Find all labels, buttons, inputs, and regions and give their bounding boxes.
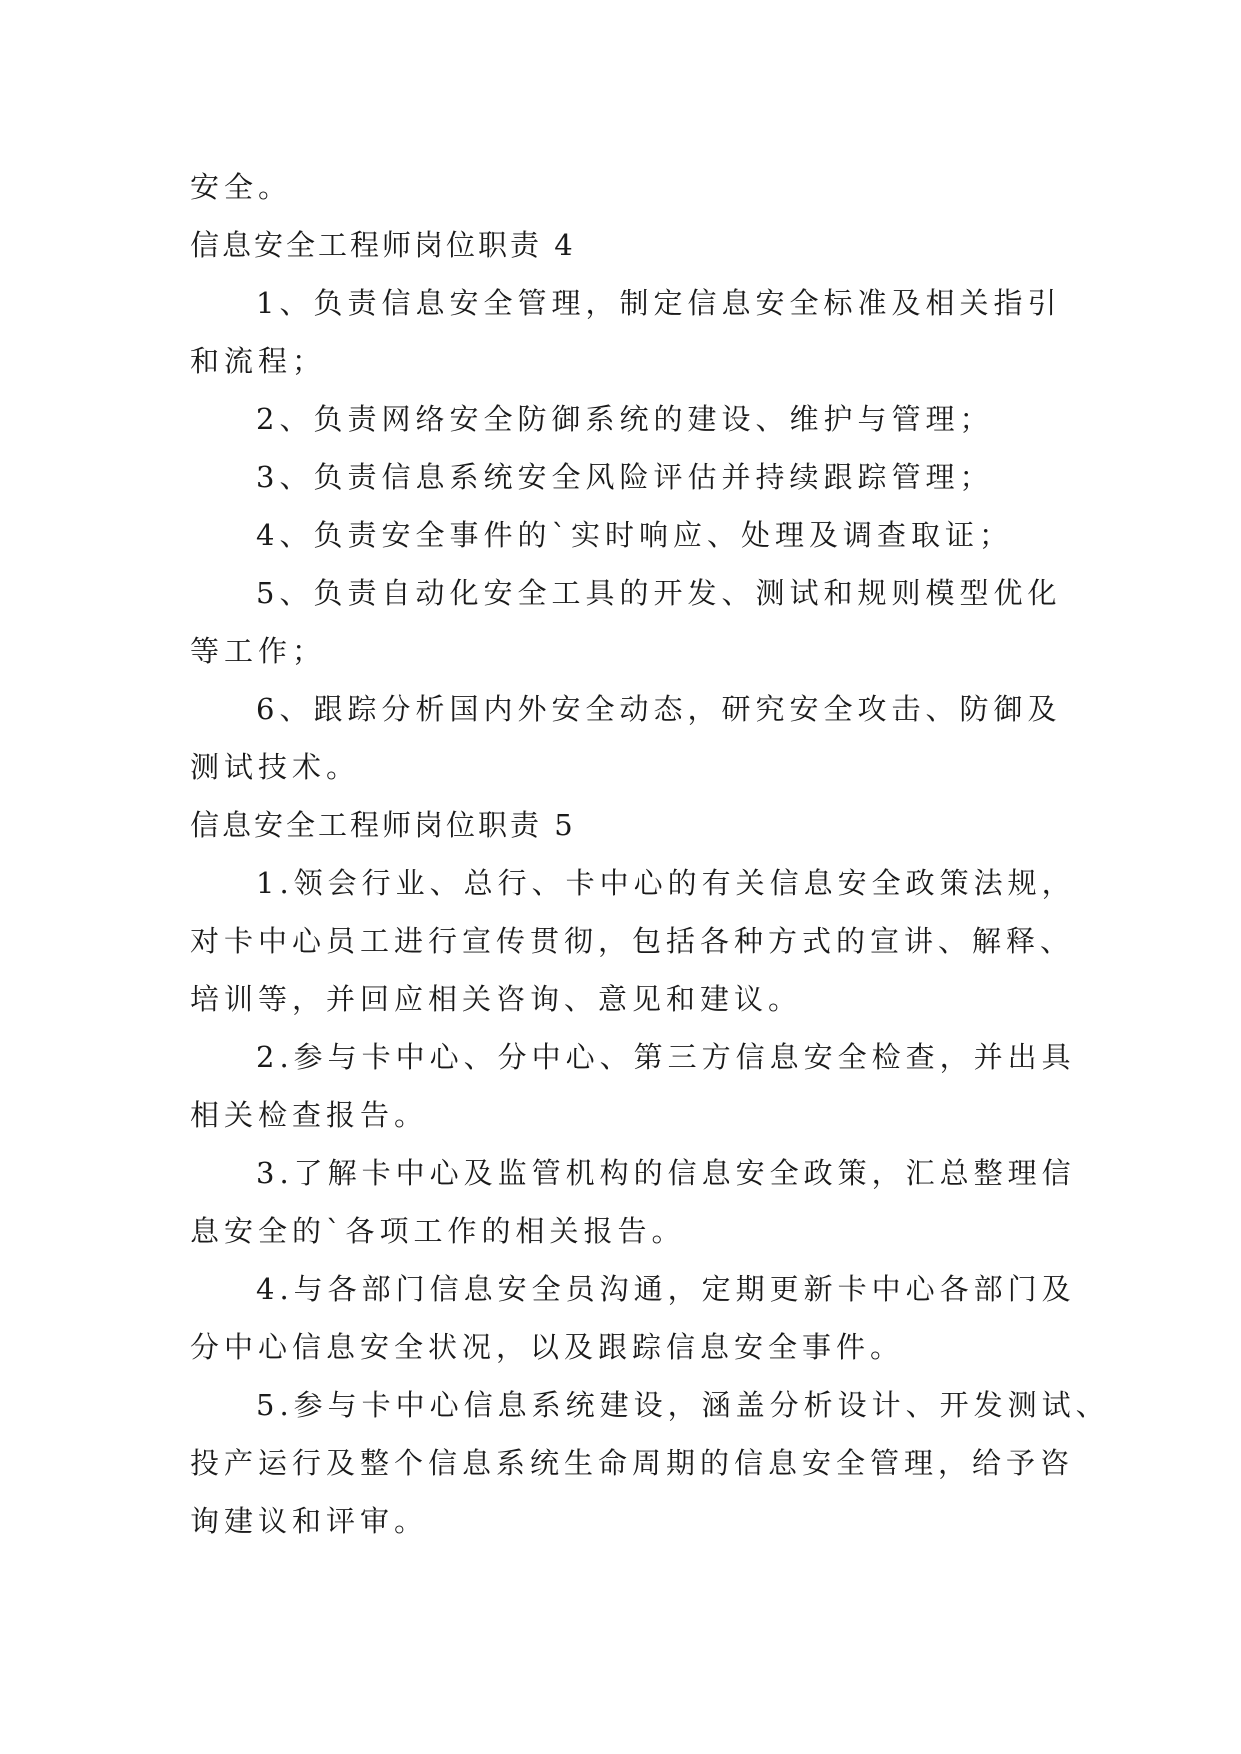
list-item-continuation: 培训等，并回应相关咨询、意见和建议。	[190, 982, 803, 1016]
list-item-continuation: 分中心信息安全状况，以及跟踪信息安全事件。	[190, 1330, 905, 1364]
section-heading: 信息安全工程师岗位职责 4	[190, 228, 576, 262]
document-body	[190, 158, 1110, 1550]
list-item-line: 5.参与卡中心信息系统建设，涵盖分析设计、开发测试、	[256, 1388, 1110, 1422]
list-item-line: 1.领会行业、总行、卡中心的有关信息安全政策法规，	[256, 866, 1076, 900]
list-item-continuation: 对卡中心员工进行宣传贯彻，包括各种方式的宣讲、解释、	[190, 924, 1075, 958]
list-item-line: 4、负责安全事件的`实时响应、处理及调查取证；	[256, 518, 1013, 552]
list-item-line: 4.与各部门信息安全员沟通，定期更新卡中心各部门及	[256, 1272, 1076, 1306]
list-item-line: 6、跟踪分析国内外安全动态，研究安全攻击、防御及	[256, 692, 1062, 726]
list-item-line: 5、负责自动化安全工具的开发、测试和规则模型优化	[256, 576, 1062, 610]
list-item-line: 3、负责信息系统安全风险评估并持续跟踪管理；	[256, 460, 994, 494]
list-item-line: 3.了解卡中心及监管机构的信息安全政策，汇总整理信	[256, 1156, 1076, 1190]
list-item-continuation: 等工作；	[190, 634, 327, 668]
list-item-line: 2、负责网络安全防御系统的建设、维护与管理；	[256, 402, 994, 436]
list-item-continuation: 测试技术。	[190, 750, 361, 784]
paragraph-line: 安全。	[190, 170, 293, 204]
section-heading: 信息安全工程师岗位职责 5	[190, 808, 576, 842]
list-item-continuation: 询建议和评审。	[190, 1504, 429, 1538]
list-item-continuation: 相关检查报告。	[190, 1098, 429, 1132]
list-item-continuation: 息安全的`各项工作的相关报告。	[190, 1214, 686, 1248]
list-item-continuation: 和流程；	[190, 344, 327, 378]
list-item-line: 2.参与卡中心、分中心、第三方信息安全检查，并出具	[256, 1040, 1076, 1074]
list-item-continuation: 投产运行及整个信息系统生命周期的信息安全管理，给予咨	[190, 1446, 1075, 1480]
list-item-line: 1、负责信息安全管理，制定信息安全标准及相关指引	[256, 286, 1062, 320]
